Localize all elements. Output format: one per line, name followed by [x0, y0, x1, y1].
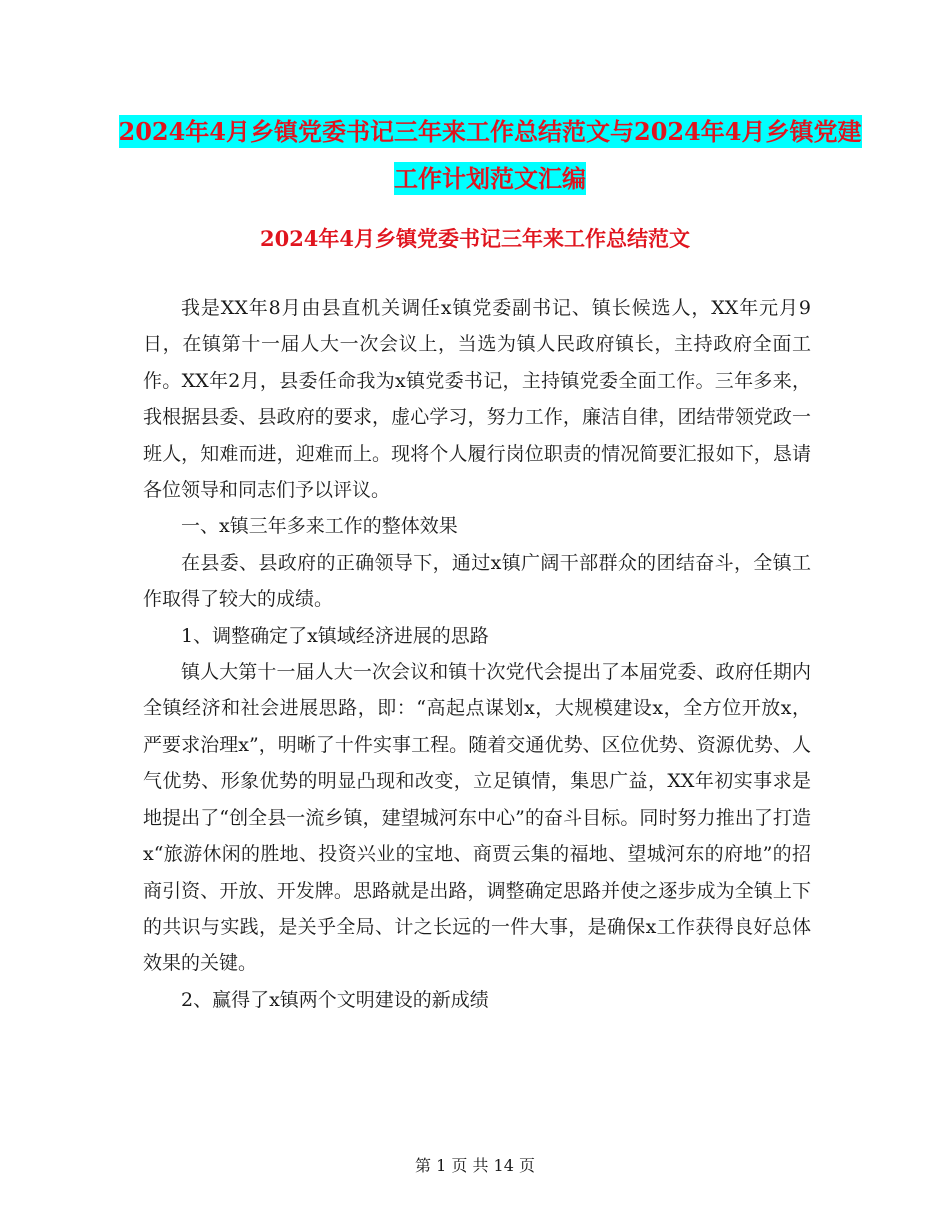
- document-main-title: [110, 108, 870, 202]
- page-footer: 第 1 页 共 14 页: [415, 1156, 535, 1175]
- main-title-highlight: 2024年4月乡镇党委书记三年来工作总结范文与2024年4月乡镇党建工作计划范文汇编: [118, 117, 862, 193]
- document-body: [143, 290, 811, 1018]
- paragraph-intro: 我是XX年8月由县直机关调任x镇党委副书记、镇长候选人，XX年元月9日，在镇第十一届人大一次会议上，当选为镇人民政府镇长，主持政府全面工作。XX年2月，县委任命我为x镇党委书记，主持镇党委全面工作。三年多来，我根据县委、县政府的要求，虚心学习，努力工作，廉洁自律，团结带领党政一班人，知难而进，迎难而上。现将个人履行岗位职责的情况简要汇报如下，恳请各位领导和同志们予以评议。: [143, 297, 811, 502]
- paragraph-achievements: 在县委、县政府的正确领导下，通过x镇广阔干部群众的团结奋斗，全镇工作取得了较大的成绩。: [143, 551, 811, 611]
- paragraph-development-ideas: 镇人大第十一届人大一次会议和镇十次党代会提出了本届党委、政府任期内全镇经济和社会进展思路，即：“高起点谋划x，大规模建设x，全方位开放x，严要求治理x”，明晰了十件实事工程。随着交通优势、区位优势、资源优势、人气优势、形象优势的明显凸现和改变，立足镇情，集思广益，XX年初实事求是地提出了“创全县一流乡镇，建望城河东中心”的奋斗目标。同时努力推出了打造x“旅游休闲的胜地、投资兴业的宝地、商贾云集的福地、望城河东的府地”的招商引资、开放、开发牌。思路就是出路，调整确定思路并使之逐步成为全镇上下的共识与实践，是关乎全局、计之长远的一件大事，是确保x工作获得良好总体效果的关键。: [143, 661, 811, 975]
- heading-overall-effect: 一、x镇三年多来工作的整体效果: [181, 515, 458, 538]
- section-title: 2024年4月乡镇党委书记三年来工作总结范文: [259, 226, 691, 251]
- heading-new-achievements: 2、赢得了x镇两个文明建设的新成绩: [181, 988, 489, 1011]
- heading-development-ideas: 1、调整确定了x镇域经济进展的思路: [181, 624, 489, 647]
